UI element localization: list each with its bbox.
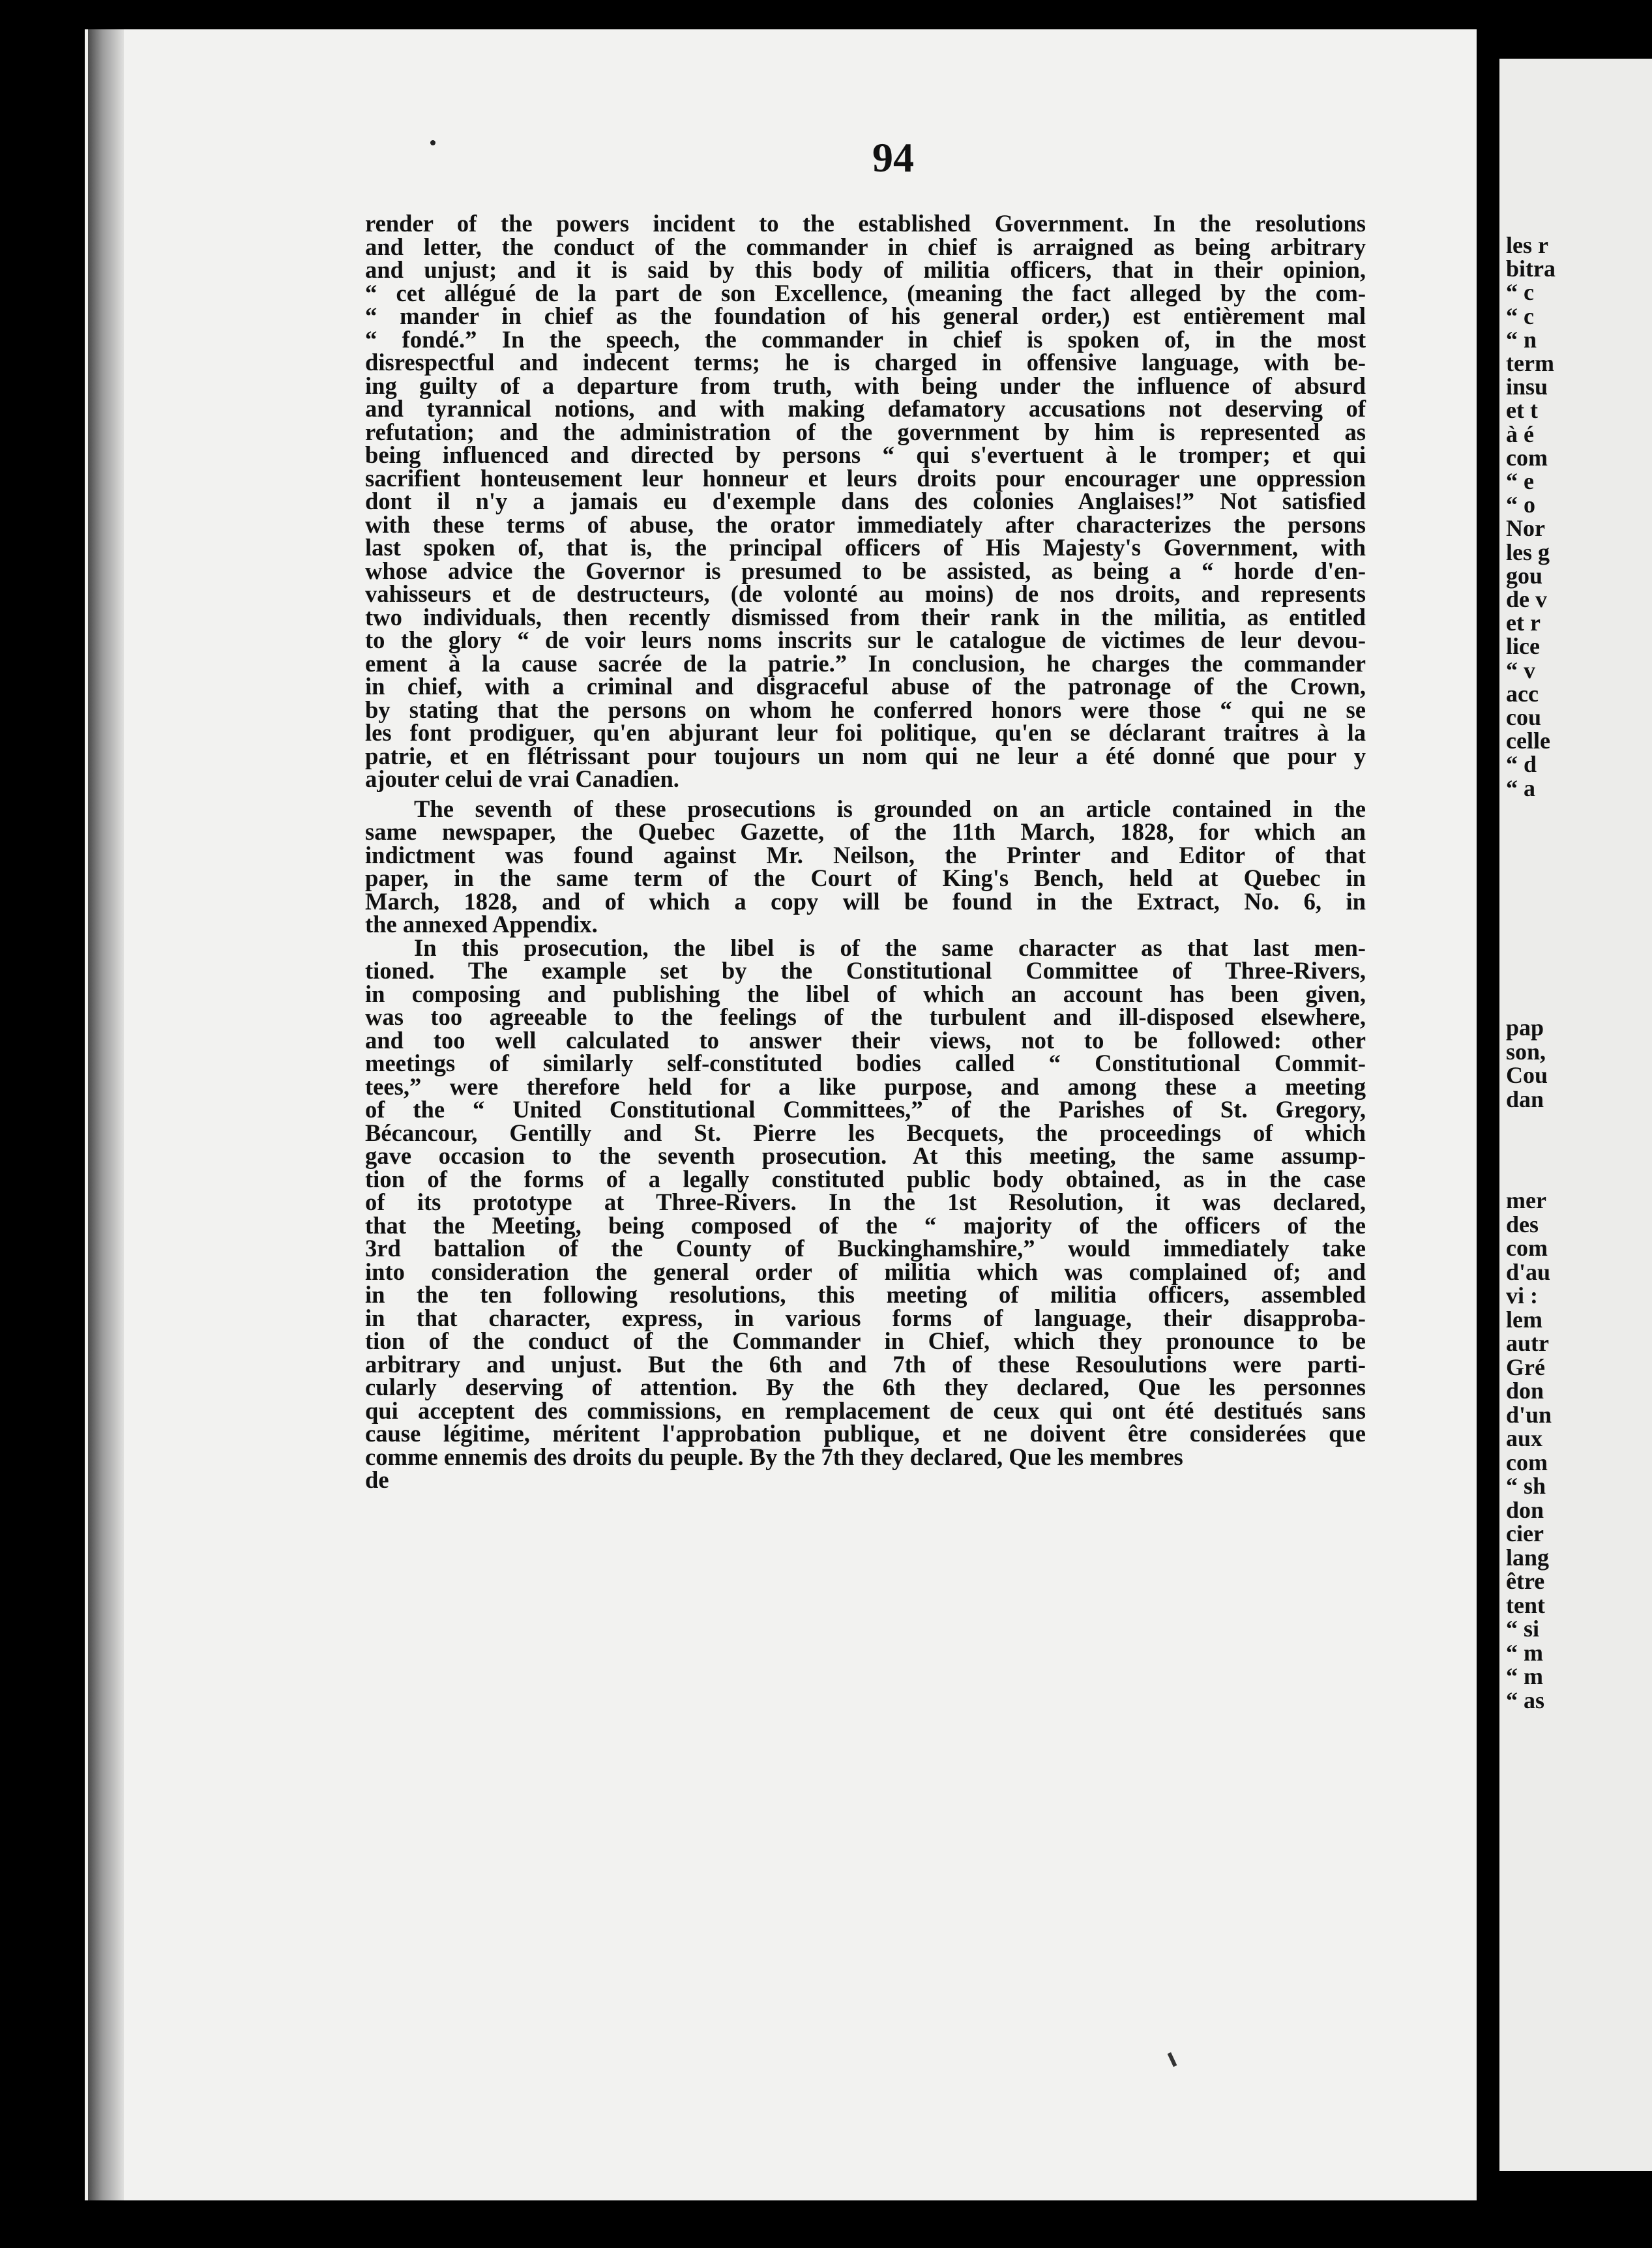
right-page-fragment: “ d <box>1506 751 1537 778</box>
text-line: with these terms of abuse, the orator immediately after characterizes the persons <box>365 510 1366 538</box>
right-page-fragment: autr <box>1506 1330 1549 1356</box>
right-page-fragment: mer <box>1506 1187 1546 1213</box>
page-body <box>365 212 1366 1492</box>
text-line: tees,” were therefore held for a like purpose, and among these a meeting <box>365 1072 1366 1100</box>
right-page-fragment: lice <box>1506 633 1540 660</box>
right-page-fragment: “ m <box>1506 1663 1543 1689</box>
right-page-fragment: don <box>1506 1378 1544 1404</box>
text-line: in the ten following resolutions, this meeting of militia officers, assembled <box>365 1281 1366 1308</box>
text-line: ement à la cause sacrée de la patrie.” In conclusion, he charges the commander <box>365 649 1366 677</box>
text-line: whose advice the Governor is presumed to be assisted, as being a “ horde d'en- <box>365 557 1366 584</box>
text-line: ajouter celui de vrai Canadien. <box>365 765 679 792</box>
text-line: qui acceptent des commissions, en remplacement de ceux qui ont été destitués sans <box>365 1397 1366 1424</box>
catchword: de <box>365 1466 389 1493</box>
text-line: “ cet allégué de la part de son Excellence, (meaning the fact alleged by the com- <box>365 279 1366 306</box>
text-line: render of the powers incident to the established Government. In the resolutions <box>365 210 1366 237</box>
right-page-fragment: acc <box>1506 680 1539 707</box>
right-page-fragment: don <box>1506 1496 1544 1523</box>
right-page-fragment: term <box>1506 350 1554 376</box>
right-page-fragment: “ si <box>1506 1616 1540 1642</box>
right-page-fragment: cier <box>1506 1520 1544 1546</box>
right-page-fragment: son, <box>1506 1038 1546 1065</box>
text-line: March, 1828, and of which a copy will be found in the Extract, No. 6, in <box>365 887 1366 915</box>
right-page-fragment: lang <box>1506 1544 1550 1571</box>
right-page-fragment: tent <box>1506 1591 1545 1618</box>
text-line: to the glory “ de voir leurs noms inscrits sur le catalogue de victimes de leur devou- <box>365 627 1366 653</box>
right-page-fragment: vi : <box>1506 1282 1538 1309</box>
text-line: and unjust; and it is said by this body of militia officers, that in their opinion, <box>365 256 1366 283</box>
text-line: same newspaper, the Quebec Gazette, of the 11th March, 1828, for which an <box>365 818 1366 845</box>
text-line: being influenced and directed by persons “ qui s'evertuent à le tromper; et qui <box>365 441 1366 468</box>
text-line: refutation; and the administration of the government by him is represented as <box>365 418 1366 445</box>
text-line: in composing and publishing the libel of which an account has been given, <box>365 980 1366 1007</box>
right-page-fragment: “ as <box>1506 1687 1545 1713</box>
right-page-fragment: bitra <box>1506 256 1556 282</box>
right-page-fragment: insu <box>1506 374 1548 400</box>
right-page-fragment: être <box>1506 1568 1545 1594</box>
right-page-fragment: les g <box>1506 539 1550 565</box>
text-line: 3rd battalion of the County of Buckinghamshire,” would immediately take <box>365 1235 1366 1262</box>
right-page-fragment: “ a <box>1506 775 1535 801</box>
text-line: dont il n'y a jamais eu d'exemple dans des colonies Anglaises!” Not satisfied <box>365 488 1366 514</box>
text-line: patrie, et en flétrissant pour toujours un nom qui ne leur a été donné que pour y <box>365 742 1366 769</box>
right-page-fragment: et t <box>1506 397 1538 424</box>
right-page-fragment: d'au <box>1506 1258 1551 1285</box>
right-page-fragment: dan <box>1506 1086 1544 1112</box>
text-line: “ fondé.” In the speech, the commander in chief is spoken of, in the most <box>365 325 1366 353</box>
text-line: sacrifient honteusement leur honneur et leurs droits pour encourager une oppression <box>365 464 1366 492</box>
right-page-fragment: à é <box>1506 421 1534 447</box>
text-line: vahisseurs et de destructeurs, (de volonté au moins) de nos droits, and represents <box>365 580 1366 607</box>
text-line: In this prosecution, the libel is of the same character as that last men- <box>414 934 1366 961</box>
text-line: by stating that the persons on whom he conferred honors were those “ qui ne se <box>365 696 1366 723</box>
text-line: indictment was found against Mr. Neilson, the Printer and Editor of that <box>365 841 1366 868</box>
right-page-fragment: “ c <box>1506 303 1534 329</box>
page-number: 94 <box>872 134 914 181</box>
text-line: disrespectful and indecent terms; he is charged in offensive language, with be- <box>365 349 1366 376</box>
paragraph-1 <box>365 212 1366 791</box>
text-line: ing guilty of a departure from truth, with being under the influence of absurd <box>365 372 1366 399</box>
right-page-fragment: gou <box>1506 562 1543 589</box>
right-page-fragment: “ m <box>1506 1639 1543 1666</box>
right-page-fragment: aux <box>1506 1425 1543 1451</box>
right-page-fragment: “ e <box>1506 468 1534 494</box>
text-line: tion of the conduct of the Commander in Chief, which they pronounce to be <box>365 1327 1366 1354</box>
right-page-fragment: et r <box>1506 610 1541 636</box>
text-line: les font prodiguer, qu'en abjurant leur foi politique, qu'en se déclarant traitres à la <box>365 719 1366 746</box>
right-page-fragment: les r <box>1506 232 1548 258</box>
paragraph-2 <box>365 797 1366 936</box>
right-page-fragment: de v <box>1506 586 1547 612</box>
right-page-fragment: cou <box>1506 704 1541 730</box>
right-page-fragment: Cou <box>1506 1062 1548 1088</box>
text-line: the annexed Appendix. <box>365 911 598 938</box>
text-line: tion of the forms of a legally constituted public body obtained, as in the case <box>365 1165 1366 1192</box>
right-page-fragment: “ c <box>1506 279 1534 306</box>
right-page-fragment: pap <box>1506 1014 1544 1041</box>
text-line: tioned. The example set by the Constitutional Committee of Three-Rivers, <box>365 957 1366 984</box>
right-page-fragment: celle <box>1506 728 1550 754</box>
text-line: in that character, express, in various forms of language, their disapproba- <box>365 1304 1366 1331</box>
text-line: comme ennemis des droits du peuple. By the 7th they declared, Que les membres <box>365 1443 1183 1470</box>
text-line: and tyrannical notions, and with making defamatory accusations not deserving of <box>365 395 1366 422</box>
text-line: and letter, the conduct of the commander in chief is arraigned as being arbitrary <box>365 233 1366 260</box>
right-page-fragment: lem <box>1506 1306 1542 1333</box>
right-page-fragment: “ sh <box>1506 1473 1546 1499</box>
text-line: cularly deserving of attention. By the 6th they declared, Que les personnes <box>365 1374 1366 1400</box>
right-page-fragment: com <box>1506 1235 1548 1261</box>
page-binding-shadow <box>88 29 124 2200</box>
text-line: gave occasion to the seventh prosecution. At this meeting, the same assump- <box>365 1142 1366 1169</box>
paragraph-3 <box>365 936 1366 1469</box>
text-line: arbitrary and unjust. But the 6th and 7th of these Resoulutions were parti- <box>365 1350 1366 1378</box>
right-page-fragment: com <box>1506 1449 1548 1475</box>
text-line: last spoken of, that is, the principal officers of His Majesty's Government, with <box>365 534 1366 561</box>
right-page-fragment: d'un <box>1506 1401 1552 1428</box>
right-page-fragment: des <box>1506 1211 1539 1237</box>
text-line: and too well calculated to answer their views, not to be followed: other <box>365 1026 1366 1054</box>
text-line: was too agreeable to the feelings of the turbulent and ill-disposed elsewhere, <box>365 1003 1366 1030</box>
text-line: paper, in the same term of the Court of King's Bench, held at Quebec in <box>365 865 1366 891</box>
text-line: of its prototype at Three-Rivers. In the 1st Resolution, it was declared, <box>365 1189 1366 1215</box>
right-page-fragment: “ o <box>1506 492 1535 518</box>
text-line: in chief, with a criminal and disgraceful abuse of the patronage of the Crown, <box>365 673 1366 700</box>
text-line: Bécancour, Gentilly and St. Pierre les Becquets, the proceedings of which <box>365 1119 1366 1146</box>
text-line: meetings of similarly self-constituted bodies called “ Constitutional Commit- <box>365 1050 1366 1076</box>
scan-border-left <box>0 0 85 2248</box>
right-page-fragment: “ v <box>1506 657 1535 683</box>
right-page-fragment: “ n <box>1506 326 1537 353</box>
right-page-fragment: Nor <box>1506 515 1545 542</box>
text-line: of the “ United Constitutional Committees,” of the Parishes of St. Gregory, <box>365 1096 1366 1123</box>
text-line: The seventh of these prosecutions is grounded on an article contained in the <box>414 795 1366 822</box>
text-line: cause légitime, méritent l'approbation publique, et ne doivent être considerées que <box>365 1420 1366 1447</box>
right-page-fragment: com <box>1506 444 1548 471</box>
text-line: that the Meeting, being composed of the “ majority of the officers of the <box>365 1211 1366 1239</box>
ink-dot <box>430 140 435 145</box>
text-line: two individuals, then recently dismissed from their rank in the militia, as entitled <box>365 603 1366 630</box>
text-line: “ mander in chief as the foundation of his general order,) est entièrement mal <box>365 303 1366 329</box>
text-line: into consideration the general order of militia which was complained of; and <box>365 1258 1366 1285</box>
right-page-fragment: Gré <box>1506 1353 1545 1380</box>
